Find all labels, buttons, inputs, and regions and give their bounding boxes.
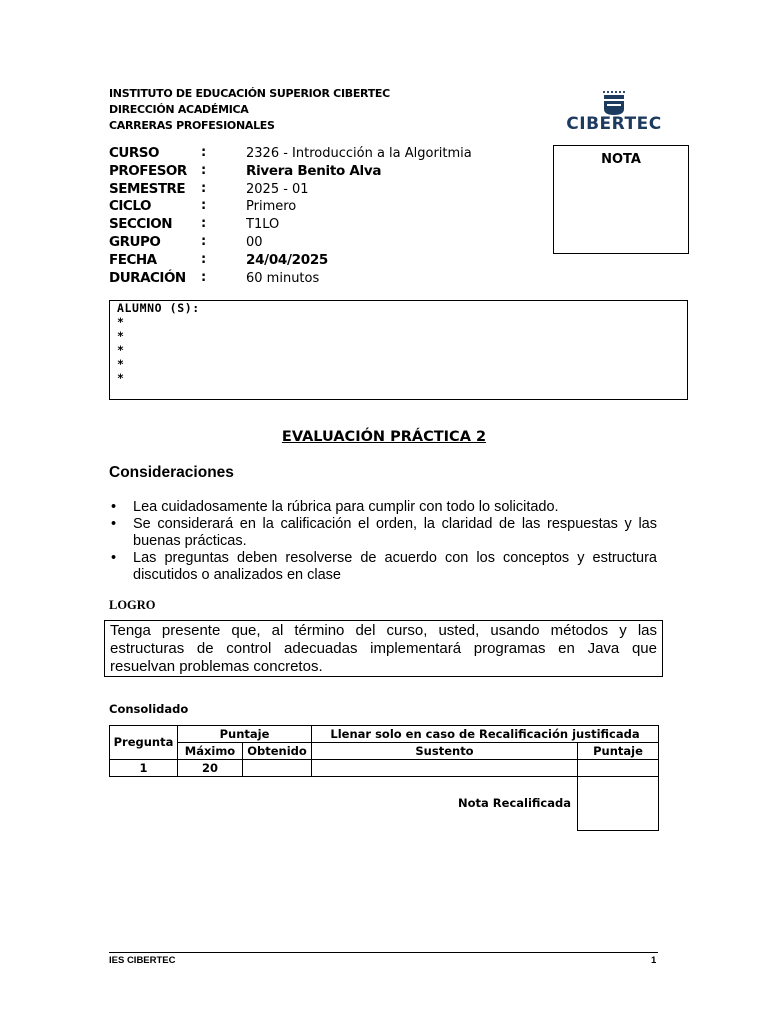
info-colon: :	[201, 198, 207, 214]
info-value: 2326 - Introducción a la Algoritmia	[246, 146, 472, 161]
info-value: 24/04/2025	[246, 251, 329, 268]
list-item	[109, 516, 657, 550]
info-colon: :	[201, 233, 207, 249]
cell-sustento[interactable]	[312, 760, 578, 777]
info-value: T1LO	[246, 217, 280, 233]
institution-header	[109, 86, 390, 134]
grade-box	[553, 145, 689, 254]
cell-obtenido[interactable]	[243, 760, 312, 777]
nota-recalificada-label: Nota Recalificada	[458, 796, 571, 811]
cell-pregunta: 1	[110, 760, 178, 777]
info-label: GRUPO	[109, 233, 161, 250]
bullet-icon: •	[111, 550, 117, 566]
students-title: ALUMNO (S):	[117, 301, 200, 315]
list-item	[109, 550, 657, 584]
logo-text: CIBERTEC	[566, 114, 662, 134]
cell-puntaje-recalif[interactable]	[578, 760, 659, 777]
header-pregunta: Pregunta	[110, 726, 178, 760]
info-colon: :	[201, 269, 207, 285]
student-entry: *	[117, 357, 124, 371]
student-entry: *	[117, 315, 124, 329]
info-value: 2025 - 01	[246, 181, 309, 197]
info-value: Primero	[246, 199, 297, 215]
page-number: 1	[651, 955, 657, 966]
info-colon: :	[201, 162, 207, 178]
institution-name: INSTITUTO DE EDUCACIÓN SUPERIOR CIBERTEC	[109, 87, 390, 100]
info-label: SECCION	[109, 216, 173, 233]
bullet-icon: •	[111, 516, 117, 532]
info-colon: :	[201, 180, 207, 196]
header-puntaje: Puntaje	[178, 726, 312, 743]
consolidado-table	[109, 725, 659, 831]
program-name: CARRERAS PROFESIONALES	[109, 119, 275, 132]
cibertec-logo	[566, 90, 662, 134]
info-value: 60 minutos	[246, 270, 320, 286]
header-maximo: Máximo	[178, 743, 243, 760]
header-sustento: Sustento	[312, 743, 578, 760]
info-colon: :	[201, 251, 207, 267]
header-recalificacion: Llenar solo en caso de Recalificación justificada	[312, 726, 659, 743]
student-entry: *	[117, 329, 124, 343]
info-value: 00	[246, 234, 263, 250]
consolidado-label: Consolidado	[109, 702, 189, 716]
list-item-text: Se considerará en la calificación el orden, la claridad de las respuestas y las buenas prácticas.	[133, 516, 657, 549]
page-title	[0, 429, 768, 445]
grade-box-label: NOTA	[601, 152, 641, 167]
list-item-text: Lea cuidadosamente la rúbrica para cumplir con todo lo solicitado.	[133, 499, 559, 515]
logro-box: Tenga presente que, al término del curso, usted, usando métodos y las estructuras de control adecuadas implementará programas en Java que resuelvan problemas concretos.	[104, 620, 663, 677]
page-title-text: EVALUACIÓN PRÁCTICA 2	[281, 429, 487, 445]
list-item-text: Las preguntas deben resolverse de acuerdo con los conceptos y estructura discutidos o analizados en clase	[133, 550, 657, 583]
header-puntaje-recalif: Puntaje	[578, 743, 659, 760]
info-label: SEMESTRE	[109, 180, 186, 197]
student-entry: *	[117, 343, 124, 357]
info-label: PROFESOR	[109, 162, 187, 179]
list-item	[109, 499, 657, 516]
cell-maximo: 20	[178, 760, 243, 777]
info-value: Rivera Benito Alva	[246, 162, 382, 179]
bullet-icon: •	[111, 499, 117, 515]
logo-emblem-icon	[566, 90, 662, 116]
table-row	[110, 760, 659, 777]
info-colon: :	[201, 216, 207, 232]
info-label: FECHA	[109, 251, 157, 268]
nota-recalificada-cell[interactable]	[578, 777, 659, 831]
footer-institution: IES CIBERTEC	[109, 955, 176, 966]
students-box	[109, 300, 688, 400]
footer-divider	[109, 952, 658, 953]
logro-label: LOGRO	[109, 598, 156, 612]
info-colon: :	[201, 145, 207, 160]
direction-name: DIRECCIÓN ACADÉMICA	[109, 103, 249, 116]
info-label: CICLO	[109, 198, 151, 215]
student-entry: *	[117, 371, 124, 385]
considerations-heading: Consideraciones	[109, 464, 234, 481]
header-obtenido: Obtenido	[243, 743, 312, 760]
considerations-list	[109, 499, 657, 584]
info-label: CURSO	[109, 145, 159, 161]
info-label: DURACIÓN	[109, 269, 186, 286]
